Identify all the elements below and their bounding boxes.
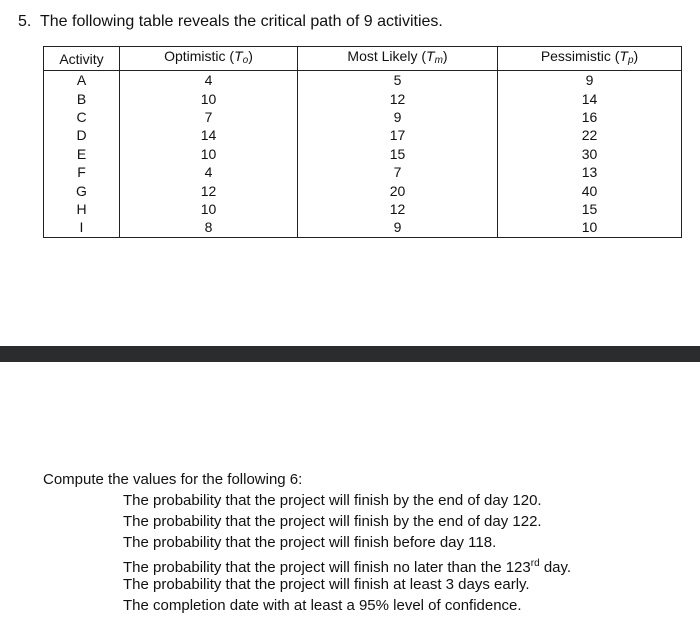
table-row [44,126,682,144]
question-text: The following table reveals the critical path of 9 activities. [40,13,443,30]
cell-pessimistic: 10 [498,218,682,237]
cell-pessimistic: 22 [498,126,682,144]
cell-pessimistic: 15 [498,200,682,218]
compute-section [43,469,572,616]
cell-most-likely: 9 [298,108,498,126]
cell-optimistic: 10 [120,200,298,218]
cell-activity: A [44,71,120,90]
header-most-likely: Most Likely $(T_m)$ [298,47,498,71]
table-header-row [44,47,682,71]
list-item [43,595,522,616]
cell-optimistic: 4 [120,163,298,181]
item-text: The probability that the project will finish before day 118. [123,534,497,551]
cell-activity: E [44,145,120,163]
table-row [44,163,682,181]
table-row [44,181,682,199]
item-text: The probability that the project will finish by the end of day 122. [123,513,542,530]
cell-activity: H [44,200,120,218]
question-header [18,12,443,32]
list-item [43,511,542,532]
cell-most-likely: 17 [298,126,498,144]
cell-activity: C [44,108,120,126]
cell-optimistic: 8 [120,218,298,237]
cell-most-likely: 9 [298,218,498,237]
cell-most-likely: 12 [298,89,498,107]
table-row [44,89,682,107]
cell-activity: D [44,126,120,144]
item-text: The completion date with at least a 95% level of confidence. [123,597,522,614]
item-text: The probability that the project will finish by the end of day 120. [123,492,542,509]
cell-activity: B [44,89,120,107]
cell-most-likely: 12 [298,200,498,218]
cell-pessimistic: 14 [498,89,682,107]
header-activity: Activity [44,47,120,71]
cell-most-likely: 15 [298,145,498,163]
ordinal-suffix: rd [530,558,540,569]
header-optimistic: Optimistic $(T_o)$ [120,47,298,71]
cell-optimistic: 10 [120,89,298,107]
cell-optimistic: 4 [120,71,298,90]
activity-table [43,46,682,238]
cell-optimistic: 12 [120,181,298,199]
list-item [43,574,530,595]
cell-activity: I [44,218,120,237]
question-number: 5. [18,13,32,30]
cell-activity: G [44,181,120,199]
cell-pessimistic: 9 [498,71,682,90]
cell-pessimistic: 40 [498,181,682,199]
question-list [43,490,572,616]
item-text: The probability that the project will finish no later than the 123rd day. [123,558,572,576]
divider-bar [0,346,700,362]
list-item [43,490,542,511]
compute-intro: Compute the values for the following 6: [43,471,303,488]
table-row [44,200,682,218]
cell-activity: F [44,163,120,181]
cell-pessimistic: 13 [498,163,682,181]
table-row [44,71,682,90]
cell-optimistic: 7 [120,108,298,126]
table-row [44,218,682,237]
cell-optimistic: 10 [120,145,298,163]
cell-most-likely: 7 [298,163,498,181]
cell-most-likely: 20 [298,181,498,199]
cell-pessimistic: 16 [498,108,682,126]
header-pessimistic: Pessimistic $(T_p)$ [498,47,682,71]
list-item [43,553,572,576]
cell-pessimistic: 30 [498,145,682,163]
cell-most-likely: 5 [298,71,498,90]
list-item [43,532,497,553]
table-row [44,145,682,163]
table-row [44,108,682,126]
cell-optimistic: 14 [120,126,298,144]
item-text: The probability that the project will finish at least 3 days early. [123,576,530,593]
